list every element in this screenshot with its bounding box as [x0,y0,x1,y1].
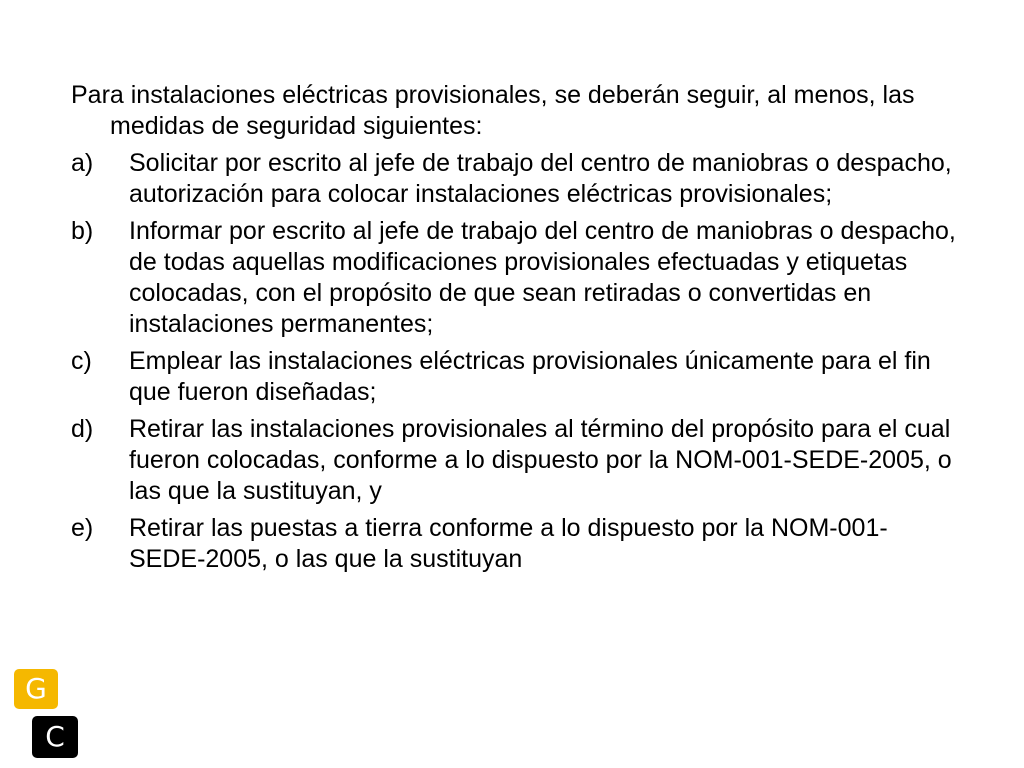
list-marker: c) [71,347,92,375]
list-item-text: Retirar las instalaciones provisionales al término del propósito para el cual fueron colocadas, conforme a lo dispuesto por la NOM-001-SEDE-2005, o las que la sustituyan, y [129,415,952,505]
slide-content [71,80,961,581]
list-item [71,346,961,408]
list-item-text: Solicitar por escrito al jefe de trabajo del centro de maniobras o despacho, autorización para colocar instalaciones eléctricas provisionales; [129,149,952,208]
list-marker: d) [71,415,94,443]
list-item-text: Informar por escrito al jefe de trabajo del centro de maniobras o despacho, de todas aquellas modificaciones provisionales efectuadas y etiquetas colocadas, con el propósito de que sean retiradas o convertidas en instalaciones permanentes; [129,217,956,338]
g-button[interactable]: G [14,669,58,709]
list-item [71,513,961,575]
list-item [71,216,961,340]
list-marker: a) [71,149,94,177]
list-item [71,414,961,507]
list-item-text: Retirar las puestas a tierra conforme a lo dispuesto por la NOM-001-SEDE-2005, o las que la sustituyan [129,514,888,573]
list-item-text: Emplear las instalaciones eléctricas provisionales únicamente para el fin que fueron diseñadas; [129,347,931,406]
list-marker: e) [71,514,94,542]
list-marker: b) [71,217,94,245]
intro-paragraph: Para instalaciones eléctricas provisionales, se deberán seguir, al menos, las medidas de seguridad siguientes: [71,81,915,140]
list-item [71,148,961,210]
c-button[interactable]: C [32,716,78,758]
measures-list [71,148,961,575]
